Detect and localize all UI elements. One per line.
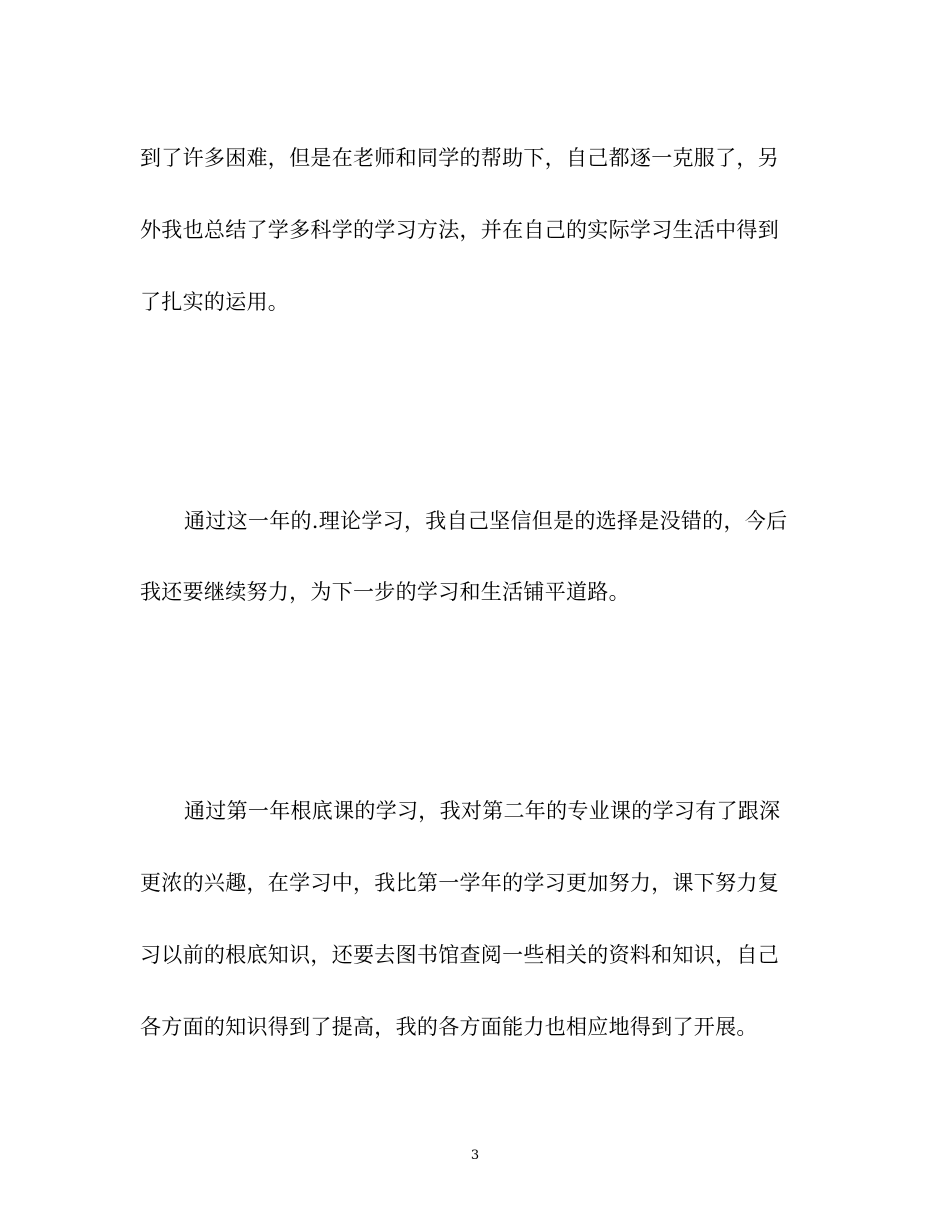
paragraph-line: 更浓的兴趣，在学习中，我比第一学年的学习更加努力，课下努力复 xyxy=(140,871,779,895)
paragraph-line: 习以前的根底知识，还要去图书馆查阅一些相关的资料和知识，自己 xyxy=(140,943,779,967)
paragraph-line: 外我也总结了学多科学的学习方法，并在自己的实际学习生活中得到 xyxy=(140,218,779,242)
paragraph-line: 各方面的知识得到了提高，我的各方面能力也相应地得到了开展。 xyxy=(140,1015,758,1039)
paragraph-line: 到了许多困难，但是在老师和同学的帮助下，自己都逐一克服了，另 xyxy=(140,146,779,170)
paragraph-line: 通过第一年根底课的学习，我对第二年的专业课的学习有了跟深 xyxy=(184,799,781,823)
paragraph-line: 通过这一年的.理论学习，我自己坚信但是的选择是没错的，今后 xyxy=(184,509,788,533)
page-number: 3 xyxy=(470,1148,480,1163)
paragraph-line: 了扎实的运用。 xyxy=(140,290,290,314)
paragraph-line: 我还要继续努力，为下一步的学习和生活铺平道路。 xyxy=(140,580,630,604)
